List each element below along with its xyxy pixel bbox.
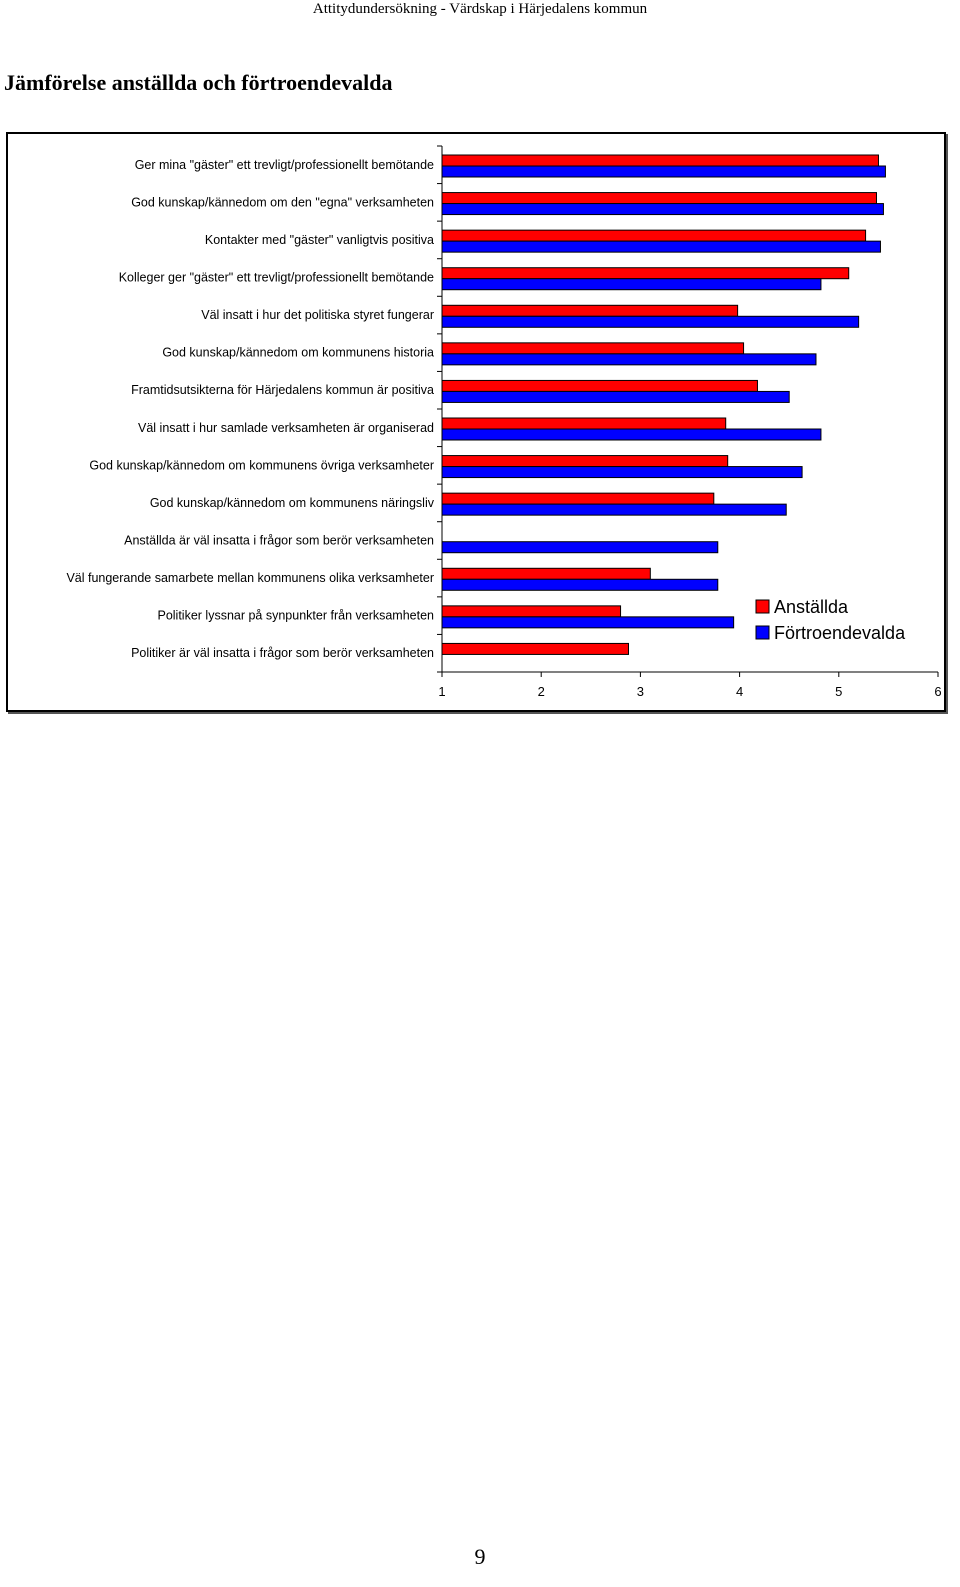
legend-label-fortroendevalda: Förtroendevalda bbox=[774, 623, 906, 643]
bar-anstallda bbox=[442, 418, 726, 429]
category-label: Väl insatt i hur det politiska styret fungerar bbox=[201, 308, 434, 323]
bar-fortroendevalda bbox=[442, 617, 734, 628]
x-tick-label: 5 bbox=[835, 684, 843, 699]
category-label: Framtidsutsikterna för Härjedalens kommun är positiva bbox=[131, 383, 434, 398]
bar-anstallda bbox=[442, 493, 714, 504]
category-label: Anställda är väl insatta i frågor som berör verksamheten bbox=[124, 533, 434, 548]
bar-anstallda bbox=[442, 643, 628, 654]
page-number: 9 bbox=[474, 1544, 486, 1569]
bar-anstallda bbox=[442, 305, 738, 316]
bar-anstallda bbox=[442, 230, 866, 241]
category-label: God kunskap/kännedom om kommunens historia bbox=[162, 345, 434, 360]
category-label: God kunskap/kännedom om kommunens näringsliv bbox=[149, 495, 434, 510]
page-title: Jämförelse anställda och förtroendevalda bbox=[4, 70, 393, 95]
x-tick-label: 6 bbox=[934, 684, 942, 699]
category-label: Väl insatt i hur samlade verksamheten är organiserad bbox=[138, 420, 434, 435]
bar-fortroendevalda bbox=[442, 166, 885, 177]
bar-fortroendevalda bbox=[442, 467, 802, 478]
bar-fortroendevalda bbox=[442, 316, 859, 327]
bar-anstallda bbox=[442, 268, 849, 279]
category-label: Politiker är väl insatta i frågor som berör verksamheten bbox=[131, 646, 434, 661]
bar-fortroendevalda bbox=[442, 354, 816, 365]
bar-anstallda bbox=[442, 568, 650, 579]
bar-anstallda bbox=[442, 606, 621, 617]
bar-fortroendevalda bbox=[442, 391, 789, 402]
category-label: Väl fungerande samarbete mellan kommunens olika verksamheter bbox=[66, 571, 434, 586]
bar-chart bbox=[8, 134, 944, 710]
category-label: Politiker lyssnar på synpunkter från verksamheten bbox=[157, 608, 434, 623]
bar-fortroendevalda bbox=[442, 241, 880, 252]
x-tick-label: 2 bbox=[537, 684, 545, 699]
x-tick-label: 1 bbox=[438, 684, 446, 699]
legend-label-anstallda: Anställda bbox=[774, 597, 849, 617]
x-tick-label: 3 bbox=[636, 684, 645, 699]
bar-fortroendevalda bbox=[442, 542, 718, 553]
category-label: God kunskap/kännedom om kommunens övriga verksamheter bbox=[89, 458, 434, 473]
category-label: God kunskap/kännedom om den "egna" verksamheten bbox=[131, 195, 434, 210]
bar-fortroendevalda bbox=[442, 279, 821, 290]
bar-anstallda bbox=[442, 155, 878, 166]
bar-anstallda bbox=[442, 456, 728, 467]
bar-fortroendevalda bbox=[442, 429, 821, 440]
running-header bbox=[0, 0, 960, 18]
category-label: Kolleger ger "gäster" ett trevligt/professionellt bemötande bbox=[118, 270, 434, 285]
bar-anstallda bbox=[442, 193, 876, 204]
legend-swatch-anstallda bbox=[756, 600, 769, 613]
category-label: Ger mina "gäster" ett trevligt/professionellt bemötande bbox=[134, 157, 434, 172]
category-label: Kontakter med "gäster" vanligtvis positiva bbox=[204, 232, 434, 247]
running-header-text: Attitydundersökning - Värdskap i Härjedalens kommun bbox=[312, 1, 648, 17]
chart-frame bbox=[6, 132, 946, 712]
legend-swatch-fortroendevalda bbox=[756, 626, 769, 639]
bar-fortroendevalda bbox=[442, 504, 786, 515]
bar-fortroendevalda bbox=[442, 204, 883, 215]
bar-anstallda bbox=[442, 343, 744, 354]
x-tick-label: 4 bbox=[735, 684, 744, 699]
bar-anstallda bbox=[442, 380, 757, 391]
bar-fortroendevalda bbox=[442, 579, 718, 590]
